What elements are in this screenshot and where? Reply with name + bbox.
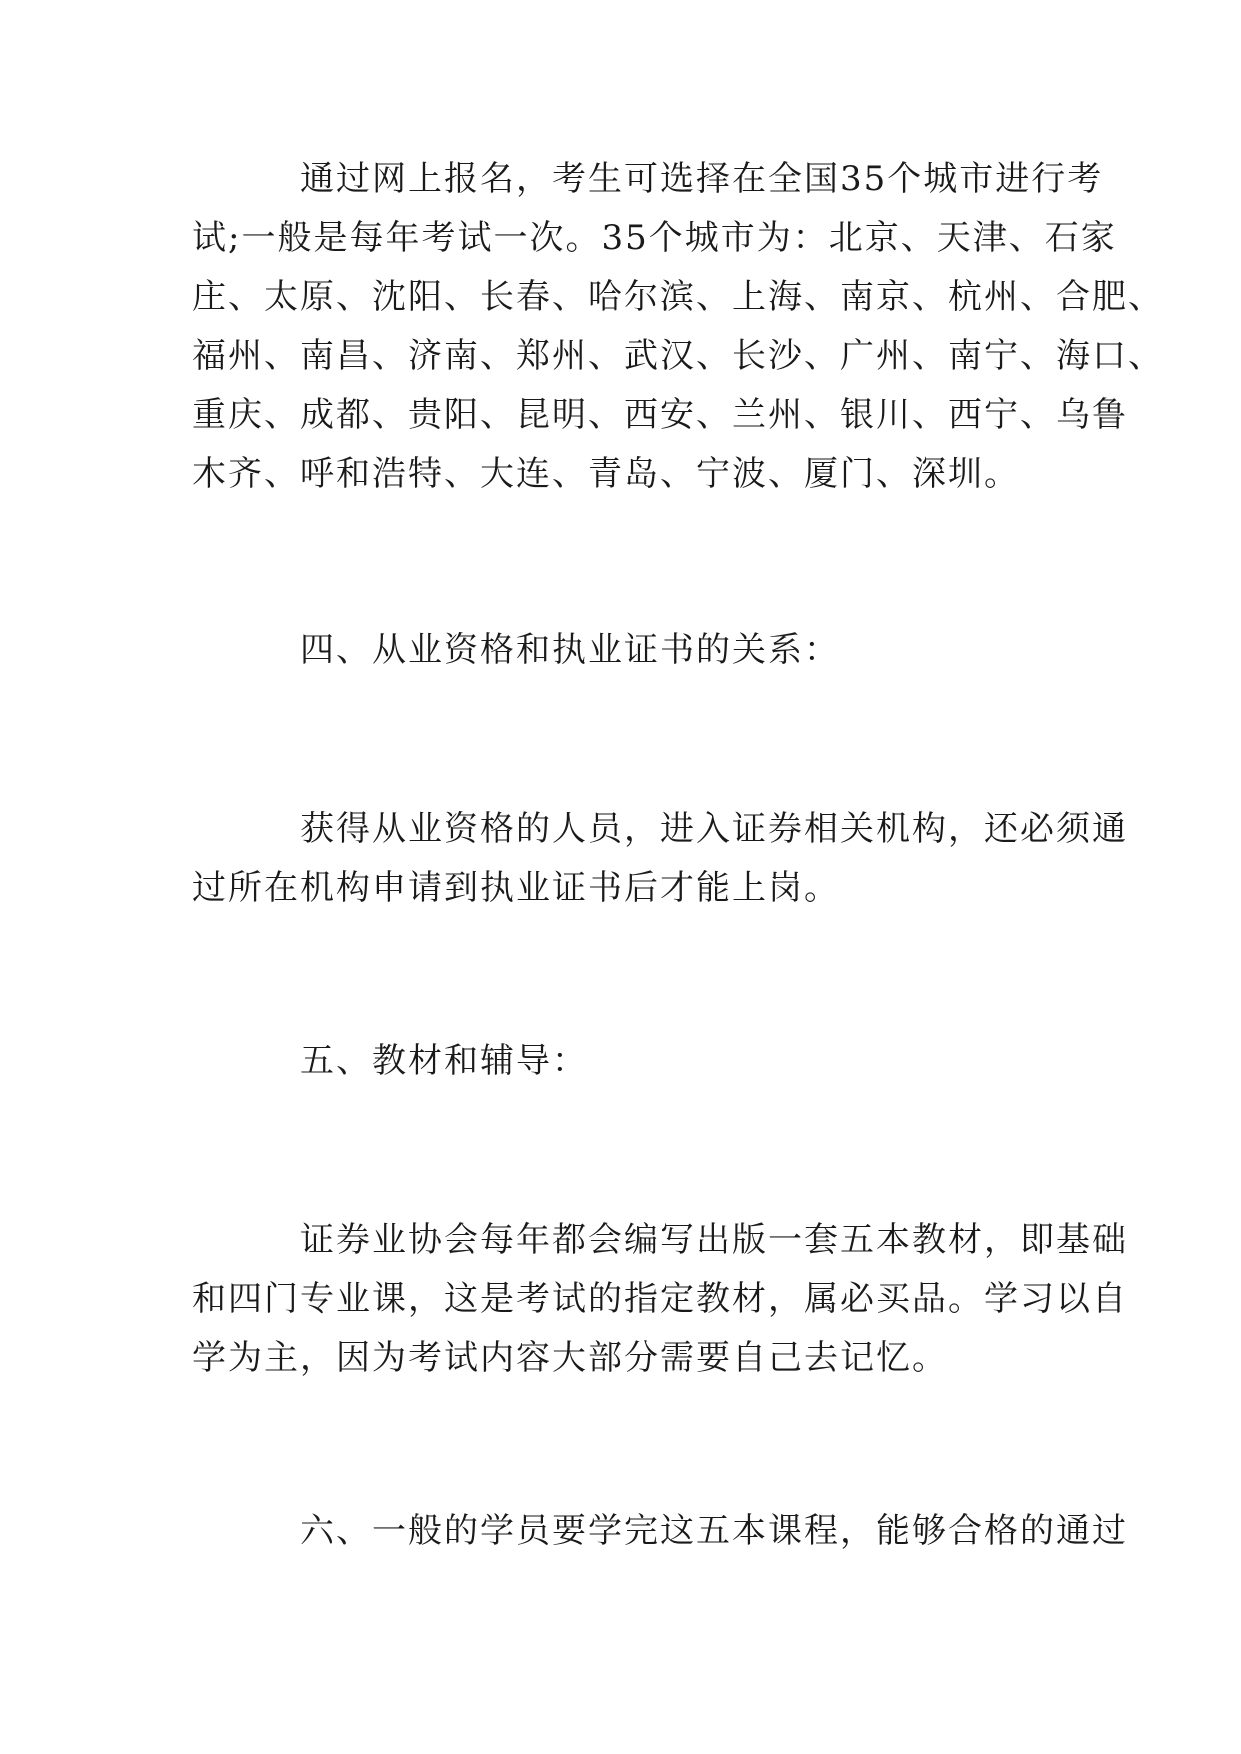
heading-section-four: [192, 621, 1052, 680]
text-line: 福州、南昌、济南、郑州、武汉、长沙、广州、南宁、海口、: [192, 336, 1164, 376]
text-line: 过所在机构申请到执业证书后才能上岗。: [192, 868, 840, 908]
text-line: 木齐、呼和浩特、大连、青岛、宁波、厦门、深圳。: [192, 454, 1020, 494]
text-line: 试;一般是每年考试一次。35个城市为：北京、天津、石家: [192, 218, 1117, 258]
paragraph-textbooks: [192, 1211, 1128, 1388]
text-line: 六、一般的学员要学完这五本课程，能够合格的通过: [300, 1511, 1128, 1551]
text-line: 重庆、成都、贵阳、昆明、西安、兰州、银川、西宁、乌鲁: [192, 395, 1128, 435]
text-line: 庄、太原、沈阳、长春、哈尔滨、上海、南京、杭州、合肥、: [192, 277, 1164, 317]
heading-section-five: [192, 1032, 1052, 1091]
text-line: 和四门专业课，这是考试的指定教材，属必买品。学习以自: [192, 1279, 1128, 1319]
text-line: 五、教材和辅导：: [300, 1041, 588, 1081]
text-line: 获得从业资格的人员，进入证券相关机构，还必须通: [300, 809, 1128, 849]
heading-section-six: [192, 1502, 1128, 1561]
paragraph-certificate: [192, 800, 1128, 918]
text-line: 四、从业资格和执业证书的关系：: [300, 630, 840, 670]
text-line: 学为主，因为考试内容大部分需要自己去记忆。: [192, 1338, 948, 1378]
paragraph-exam-cities: [192, 150, 1164, 504]
text-line: 证券业协会每年都会编写出版一套五本教材，即基础: [300, 1220, 1128, 1260]
text-line: 通过网上报名，考生可选择在全国35个城市进行考: [300, 159, 1104, 199]
